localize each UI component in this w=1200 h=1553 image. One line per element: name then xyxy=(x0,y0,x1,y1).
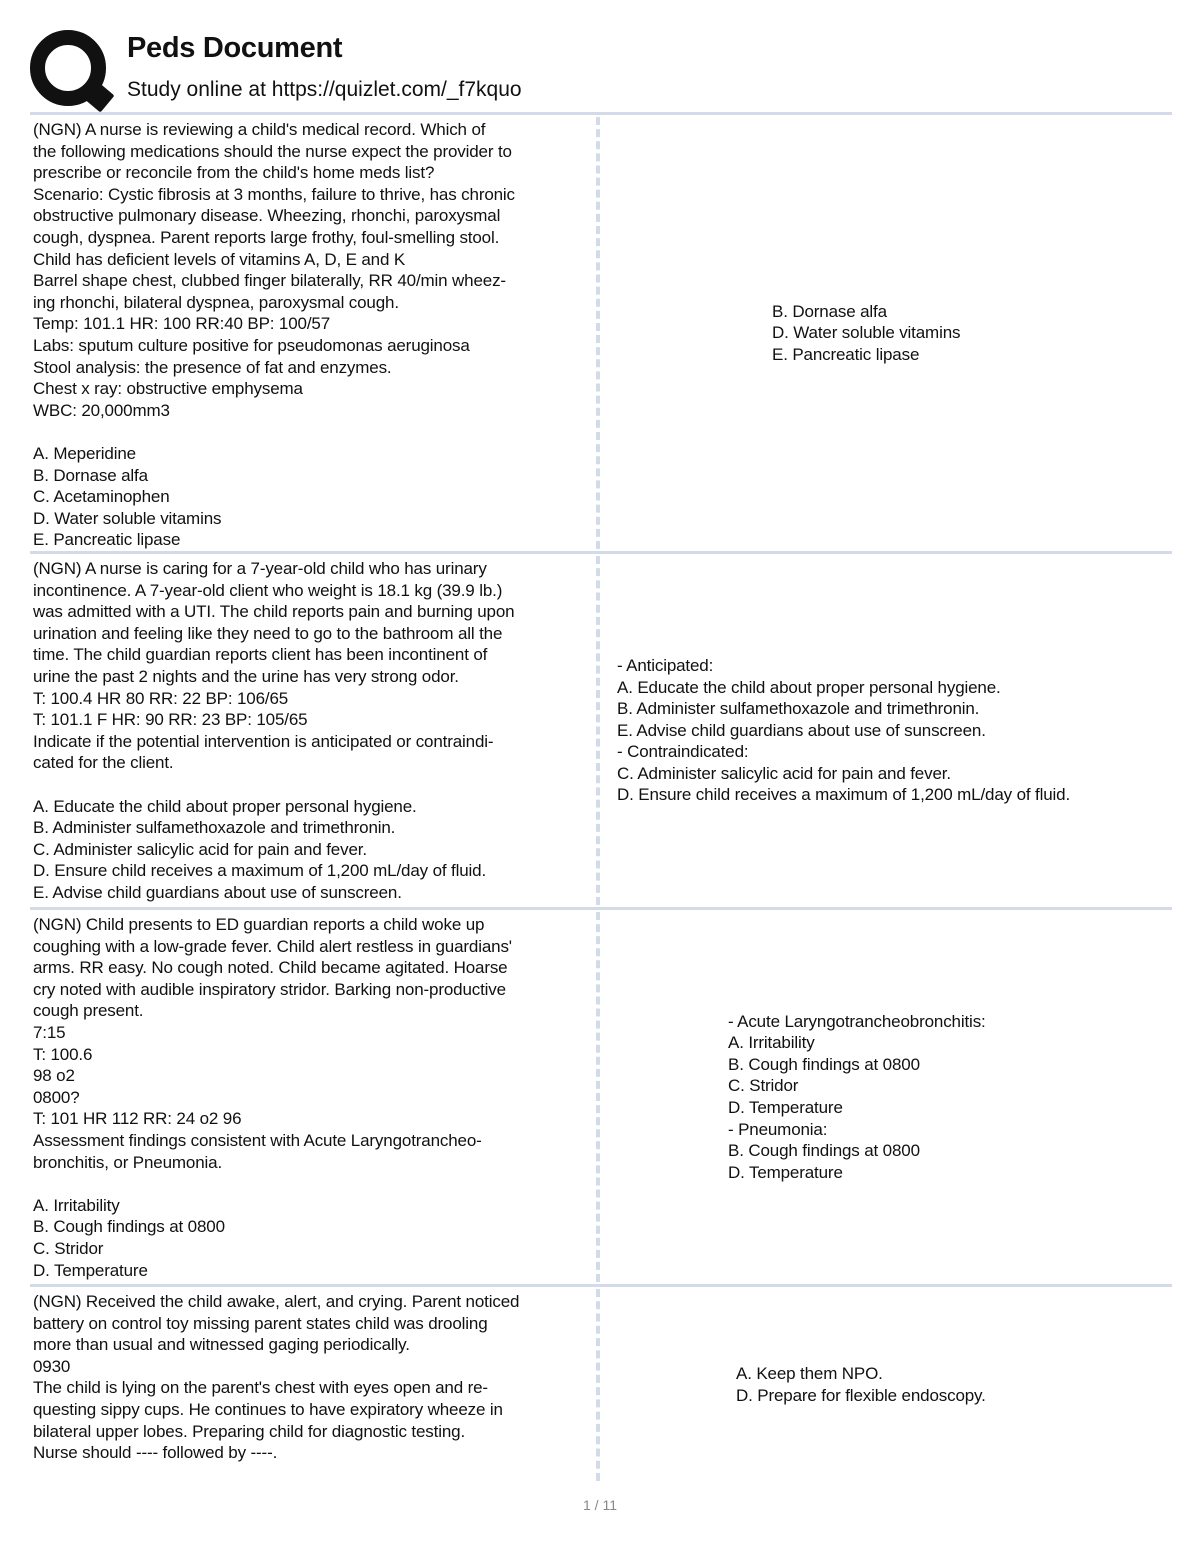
document-header xyxy=(30,28,1172,108)
card-definition-text: A. Keep them NPO. D. Prepare for flexible endoscopy. xyxy=(736,1364,986,1405)
card-definition xyxy=(600,554,1172,907)
page-number: 1 / 11 xyxy=(583,1497,617,1513)
card-definition xyxy=(600,1287,1172,1483)
flashcard-row xyxy=(30,554,1172,910)
flashcard-row xyxy=(30,1287,1172,1483)
card-definition-text: B. Dornase alfa D. Water soluble vitamins E. Pancreatic lipase xyxy=(772,301,961,364)
study-online-link[interactable]: Study online at https://quizlet.com/_f7kquo xyxy=(127,78,522,101)
card-term: (NGN) Received the child awake, alert, and crying. Parent noticed battery on control toy missing parent states child was drooling more than usual and witnessed gaging periodically. 0930 The child is lying on the parent's chest with eyes open and re- questing sippy cups. He continues to have expiratory wheeze in bilateral upper lobes. Preparing child for diagnostic testing. Nurse should ---- followed by ----. xyxy=(33,1292,520,1463)
flashcard-row xyxy=(30,910,1172,1287)
card-definition xyxy=(600,910,1172,1284)
card-term: (NGN) Child presents to ED guardian reports a child woke up coughing with a low-grade fever. Child alert restless in guardians' arms. RR easy. No cough noted. Child became agitated. Hoarse cry noted with audible inspiratory stridor. Barking non-productive cough present. 7:15 T: 100.6 98 o2 0800? T: 101 HR 112 RR: 24 o2 96 Assessment findings consistent with Acute Laryngotrancheo- bronchitis, or Pneumonia. A. Irritability B. Cough findings at 0800 C. Stridor D. Temperature xyxy=(33,915,512,1280)
card-term: (NGN) A nurse is reviewing a child's medical record. Which of the following medications should the nurse expect the provider to prescribe or reconcile from the child's home meds list? Scenario: Cystic fibrosis at 3 months, failure to thrive, has chronic obstructive pulmonary disease. Wheezing, rhonchi, paroxysmal cough, dyspnea. Parent reports large frothy, foul-smelling stool. Child has deficient levels of vitamins A, D, E and K Barrel shape chest, clubbed finger bilaterally, RR 40/min wheez- ing rhonchi, bilateral dyspnea, paroxysmal cough. Temp: 101.1 HR: 100 RR:40 BP: 100/57 Labs: sputum culture positive for pseudomonas aeruginosa Stool analysis: the presence of fat and enzymes. Chest x ray: obstructive emphysema WBC: 20,000mm3 A. Meperidine B. Dornase alfa C. Acetaminophen D. Water soluble vitamins E. Pancreatic lipase xyxy=(33,120,515,550)
page-title: Peds Document xyxy=(127,32,343,64)
card-term: (NGN) A nurse is caring for a 7-year-old child who has urinary incontinence. A 7-year-old client who weight is 18.1 kg (39.9 lb.) was admitted with a UTI. The child reports pain and burning upon urination and feeling like they need to go to the bathroom all the time. The child guardian reports client has been incontinent of urine the past 2 nights and the urine has very strong odor. T: 100.4 HR 80 RR: 22 BP: 106/65 T: 101.1 F HR: 90 RR: 23 BP: 105/65 Indicate if the potential intervention is anticipated or contraindi- cated for the client. A. Educate the child about proper personal hygiene. B. Administer sulfamethoxazole and trimethronin. C. Administer salicylic acid for pain and fever. D. Ensure child receives a maximum of 1,200 mL/day of fluid. E. Advise child guardians about use of sunscreen. xyxy=(33,559,515,902)
card-definition-text: - Anticipated: A. Educate the child about proper personal hygiene. B. Administer sulfamethoxazole and trimethronin. E. Advise child guardians about use of sunscreen. - Contraindicated: C. Administer salicylic acid for pain and fever. D. Ensure child receives a maximum of 1,200 mL/day of fluid. xyxy=(617,655,1071,805)
flashcard-row xyxy=(30,115,1172,554)
card-definition xyxy=(600,115,1172,551)
flashcard-list xyxy=(30,115,1172,1483)
card-definition-text: - Acute Laryngotrancheobronchitis: A. Irritability B. Cough findings at 0800 C. Stridor D. Temperature - Pneumonia: B. Cough findings at 0800 D. Temperature xyxy=(728,1011,986,1182)
